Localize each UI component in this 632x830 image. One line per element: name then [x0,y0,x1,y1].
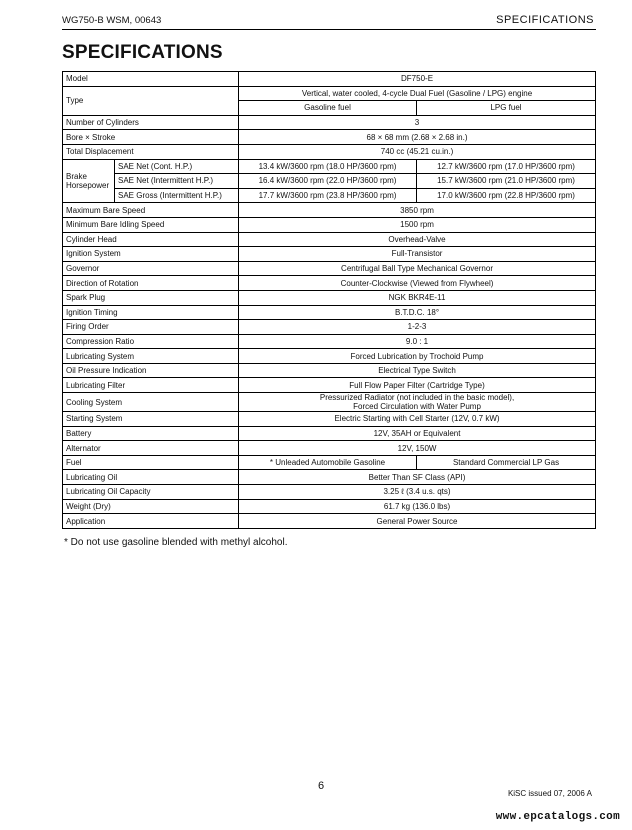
row-value-gasoline: 16.4 kW/3600 rpm (22.0 HP/3600 rpm) [239,174,417,189]
row-label: Number of Cylinders [63,115,239,130]
row-value: Full Flow Paper Filter (Cartridge Type) [239,378,596,393]
table-row [63,470,596,485]
page-number: 6 [318,780,325,792]
row-label: Starting System [63,412,239,427]
row-value: General Power Source [239,514,596,529]
table-row [63,130,596,145]
table-row [63,363,596,378]
table-row [63,115,596,130]
row-value: Forced Lubrication by Trochoid Pump [239,349,596,364]
header-doc-id: WG750-B WSM, 00643 [62,15,162,26]
table-row [63,499,596,514]
row-value [239,393,596,412]
row-label: Total Displacement [63,144,239,159]
row-value: 740 cc (45.21 cu.in.) [239,144,596,159]
brake-horsepower-label: Brake Horsepower [63,159,115,203]
cooling-line-2: Forced Circulation with Water Pump [353,402,481,412]
row-value: Counter-Clockwise (Viewed from Flywheel) [239,276,596,291]
footnote: * Do not use gasoline blended with methyl alcohol. [64,537,288,548]
table-row [63,514,596,529]
row-label: Alternator [63,441,239,456]
specifications-table [62,71,596,529]
header-section-title: SPECIFICATIONS [496,14,594,26]
table-row [63,232,596,247]
row-sublabel: SAE Gross (Intermittent H.P.) [115,188,239,203]
row-value: 12V, 35AH or Equivalent [239,426,596,441]
row-value: 68 × 68 mm (2.68 × 2.68 in.) [239,130,596,145]
table-row [63,86,596,101]
row-label: Cooling System [63,393,239,412]
row-value: B.T.D.C. 18° [239,305,596,320]
row-value: Electric Starting with Cell Starter (12V, 0.7 kW) [239,412,596,427]
table-row [63,144,596,159]
row-label: Battery [63,426,239,441]
table-row [63,247,596,262]
row-label: Firing Order [63,320,239,335]
row-label: Lubricating Oil [63,470,239,485]
row-label: Governor [63,261,239,276]
fuel-column-gasoline: Gasoline fuel [239,101,417,116]
table-row [63,290,596,305]
table-row [63,159,596,174]
table-row [63,261,596,276]
row-value: NGK BKR4E-11 [239,290,596,305]
issue-info: KiSC issued 07, 2006 A [507,789,592,798]
row-value: Vertical, water cooled, 4-cycle Dual Fuel (Gasoline / LPG) engine [239,86,596,101]
row-label: Fuel [63,455,239,470]
page-title: SPECIFICATIONS [62,42,223,63]
row-label: Compression Ratio [63,334,239,349]
row-value: DF750-E [239,72,596,87]
row-value-gasoline: 13.4 kW/3600 rpm (18.0 HP/3600 rpm) [239,159,417,174]
row-value: 1-2-3 [239,320,596,335]
row-value: Overhead-Valve [239,232,596,247]
row-value-lpg: 12.7 kW/3600 rpm (17.0 HP/3600 rpm) [417,159,596,174]
row-label: Spark Plug [63,290,239,305]
row-value: 1500 rpm [239,217,596,232]
row-value: 9.0 : 1 [239,334,596,349]
row-value-lpg: Standard Commercial LP Gas [417,455,596,470]
row-value: 3850 rpm [239,203,596,218]
row-label: Direction of Rotation [63,276,239,291]
table-row [63,485,596,500]
row-value: 3.25 ℓ (3.4 u.s. qts) [239,485,596,500]
row-value: Better Than SF Class (API) [239,470,596,485]
table-row [63,441,596,456]
table-row [63,378,596,393]
row-label: Model [63,72,239,87]
row-label: Lubricating System [63,349,239,364]
row-value: 61.7 kg (136.0 lbs) [239,499,596,514]
row-value-lpg: 15.7 kW/3600 rpm (21.0 HP/3600 rpm) [417,174,596,189]
row-label: Cylinder Head [63,232,239,247]
row-value: Electrical Type Switch [239,363,596,378]
watermark: www.epcatalogs.com [495,811,620,823]
table-row [63,188,596,203]
table-row [63,276,596,291]
table-row [63,349,596,364]
row-value: Centrifugal Ball Type Mechanical Governor [239,261,596,276]
row-label: Weight (Dry) [63,499,239,514]
row-label: Minimum Bare Idling Speed [63,217,239,232]
table-row [63,174,596,189]
table-row [63,455,596,470]
row-label: Application [63,514,239,529]
table-row [63,217,596,232]
row-label: Type [63,86,239,115]
table-row [63,393,596,412]
row-sublabel: SAE Net (Intermittent H.P.) [115,174,239,189]
row-value-lpg: 17.0 kW/3600 rpm (22.8 HP/3600 rpm) [417,188,596,203]
row-sublabel: SAE Net (Cont. H.P.) [115,159,239,174]
table-row [63,320,596,335]
table-row [63,426,596,441]
row-value-gasoline: * Unleaded Automobile Gasoline [239,455,417,470]
fuel-column-lpg: LPG fuel [417,101,596,116]
header-rule [62,29,596,30]
table-row [63,72,596,87]
row-label: Lubricating Filter [63,378,239,393]
row-label: Ignition System [63,247,239,262]
row-value: Full-Transistor [239,247,596,262]
row-label: Bore × Stroke [63,130,239,145]
row-label: Maximum Bare Speed [63,203,239,218]
table-row [63,412,596,427]
table-row [63,305,596,320]
row-label: Lubricating Oil Capacity [63,485,239,500]
table-row [63,334,596,349]
row-value: 12V, 150W [239,441,596,456]
cooling-line-1: Pressurized Radiator (not included in the basic model), [319,393,515,403]
row-label: Ignition Timing [63,305,239,320]
row-value-gasoline: 17.7 kW/3600 rpm (23.8 HP/3600 rpm) [239,188,417,203]
table-row [63,203,596,218]
row-label: Oil Pressure Indication [63,363,239,378]
row-value: 3 [239,115,596,130]
